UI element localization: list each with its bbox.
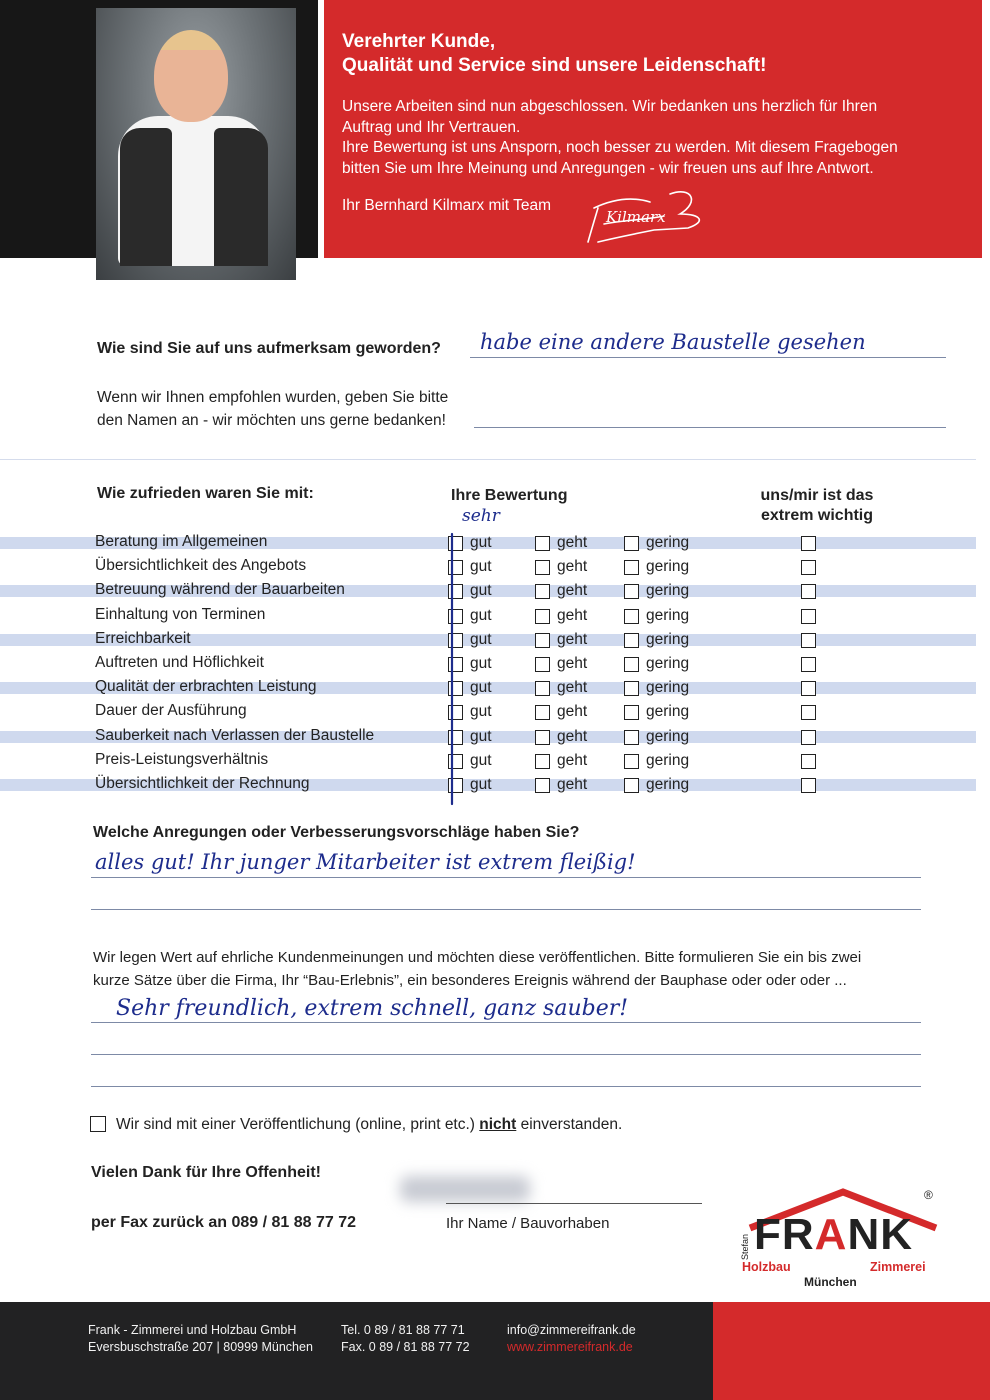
rating-checkbox-gering[interactable] bbox=[624, 657, 639, 672]
testimonial-line-2-rule[interactable] bbox=[91, 1054, 921, 1055]
footer-email[interactable]: info@zimmereifrank.de bbox=[507, 1323, 636, 1337]
logo-holzbau: Holzbau bbox=[742, 1260, 791, 1274]
blurred-name bbox=[400, 1176, 530, 1202]
rating-checkbox-gering[interactable] bbox=[624, 609, 639, 624]
rating-option-label-gering: gering bbox=[646, 679, 690, 696]
signature bbox=[584, 180, 714, 246]
rating-row-label: Betreuung während der Bauarbeiten bbox=[95, 581, 345, 598]
header-box bbox=[324, 0, 982, 258]
footer-contact bbox=[507, 1322, 636, 1356]
rating-option-label-geht: geht bbox=[557, 631, 588, 648]
rating-checkbox-gering[interactable] bbox=[624, 560, 639, 575]
rating-option-label-geht: geht bbox=[557, 607, 588, 624]
rating-row-label: Dauer der Ausführung bbox=[95, 702, 247, 719]
rating-checkbox-geht[interactable] bbox=[535, 609, 550, 624]
rating-row-label: Auftreten und Höflichkeit bbox=[95, 654, 264, 671]
rating-checkbox-geht[interactable] bbox=[535, 633, 550, 648]
footer-company-name: Frank - Zimmerei und Holzbau GmbH bbox=[88, 1323, 297, 1337]
signoff-text: Ihr Bernhard Kilmarx mit Team bbox=[342, 197, 552, 214]
rating-checkbox-gering[interactable] bbox=[624, 754, 639, 769]
important-checkbox[interactable] bbox=[801, 633, 816, 648]
rating-option-label-gut: gut bbox=[470, 776, 492, 793]
thanks-text: Vielen Dank für Ihre Offenheit! bbox=[91, 1164, 321, 1181]
rating-checkbox-geht[interactable] bbox=[535, 536, 550, 551]
footer-bar bbox=[0, 1302, 713, 1400]
important-header-line-1: uns/mir ist das bbox=[760, 487, 874, 504]
rating-option-label-gering: gering bbox=[646, 776, 690, 793]
rating-option-label-gering: gering bbox=[646, 728, 690, 745]
headline bbox=[342, 30, 962, 78]
rating-option-label-gut: gut bbox=[470, 728, 492, 745]
rating-option-label-gering: gering bbox=[646, 534, 690, 551]
rating-option-label-gut: gut bbox=[470, 631, 492, 648]
rating-checkbox-geht[interactable] bbox=[535, 584, 550, 599]
testimonial-answer[interactable]: Sehr freundlich, extrem schnell, ganz sauber! bbox=[116, 996, 629, 1021]
rating-option-label-gering: gering bbox=[646, 655, 690, 672]
testimonial-line-3-rule[interactable] bbox=[91, 1086, 921, 1087]
footer-address: Eversbuschstraße 207 | 80999 München bbox=[88, 1340, 313, 1354]
rating-checkbox-geht[interactable] bbox=[535, 681, 550, 696]
testimonial-line-1-rule bbox=[91, 1022, 921, 1023]
handwritten-sehr: sehr bbox=[462, 506, 500, 526]
important-checkbox[interactable] bbox=[801, 730, 816, 745]
rating-checkbox-gering[interactable] bbox=[624, 730, 639, 745]
testimonial-line-2: kurze Sätze über die Firma, Ihr “Bau-Erlebnis”, ein besonderes Ereignis während der Bauphase oder oder oder ... bbox=[93, 972, 847, 989]
headline-line-2: Qualität und Service sind unsere Leidenschaft! bbox=[342, 55, 767, 76]
rating-checkbox-gering[interactable] bbox=[624, 633, 639, 648]
name-label: Ihr Name / Bauvorhaben bbox=[446, 1215, 610, 1232]
rating-checkbox-geht[interactable] bbox=[535, 778, 550, 793]
q2-line-1: Wenn wir Ihnen empfohlen wurden, geben Sie bitte bbox=[97, 389, 449, 406]
consent-text-emphasis: nicht bbox=[479, 1116, 517, 1133]
logo-city: München bbox=[804, 1275, 857, 1289]
frank-logo bbox=[738, 1188, 948, 1292]
rating-row-label: Übersichtlichkeit der Rechnung bbox=[95, 775, 310, 792]
rating-option-label-geht: geht bbox=[557, 728, 588, 745]
rating-option-label-geht: geht bbox=[557, 752, 588, 769]
q2-answer-line[interactable] bbox=[474, 427, 946, 428]
rating-column-header: Ihre Bewertung bbox=[451, 487, 568, 504]
rating-checkbox-gering[interactable] bbox=[624, 584, 639, 599]
rating-checkbox-geht[interactable] bbox=[535, 560, 550, 575]
testimonial-line-1: Wir legen Wert auf ehrliche Kundenmeinungen und möchten diese veröffentlichen. Bitte formulieren Sie ein bis zwei bbox=[93, 949, 862, 966]
suggestions-line-1 bbox=[91, 877, 921, 878]
rating-checkbox-gering[interactable] bbox=[624, 536, 639, 551]
suggestions-question: Welche Anregungen oder Verbesserungsvorschläge haben Sie? bbox=[93, 824, 580, 841]
rating-option-label-geht: geht bbox=[557, 655, 588, 672]
rating-option-label-gering: gering bbox=[646, 607, 690, 624]
rating-option-label-geht: geht bbox=[557, 534, 588, 551]
rating-checkbox-geht[interactable] bbox=[535, 730, 550, 745]
intro-text: Unsere Arbeiten sind nun abgeschlossen. Wir bedanken uns herzlich für Ihren Auftrag und Ihr Vertrauen. Ihre Bewertung ist uns Ansporn, noch besser zu werden. Mit diesem Fragebogen bitten Sie um Ihre Meinung und Anregungen - wir freuen uns auf Ihre Antwort. bbox=[342, 98, 898, 177]
footer-web[interactable]: www.zimmereifrank.de bbox=[507, 1340, 633, 1354]
rating-option-label-geht: geht bbox=[557, 558, 588, 575]
testimonial-prompt bbox=[93, 946, 861, 992]
rating-row-label: Erreichbarkeit bbox=[95, 630, 191, 647]
important-checkbox[interactable] bbox=[801, 657, 816, 672]
important-checkbox[interactable] bbox=[801, 584, 816, 599]
important-header-line-2: extrem wichtig bbox=[760, 507, 874, 524]
suggestions-answer[interactable]: alles gut! Ihr junger Mitarbeiter ist extrem fleißig! bbox=[95, 850, 636, 874]
rating-option-label-gut: gut bbox=[470, 582, 492, 599]
important-checkbox[interactable] bbox=[801, 778, 816, 793]
footer-red-block bbox=[713, 1302, 990, 1400]
logo-registered: ® bbox=[924, 1188, 933, 1202]
rating-option-label-gut: gut bbox=[470, 534, 492, 551]
rating-row-label: Beratung im Allgemeinen bbox=[95, 533, 268, 550]
important-checkbox[interactable] bbox=[801, 754, 816, 769]
rating-option-label-gut: gut bbox=[470, 558, 492, 575]
logo-wordmark: FRANK bbox=[754, 1210, 913, 1259]
rating-option-label-gut: gut bbox=[470, 703, 492, 720]
important-column-header bbox=[752, 486, 882, 526]
consent-text-before: Wir sind mit einer Veröffentlichung (online, print etc.) bbox=[116, 1116, 480, 1133]
rating-option-label-gering: gering bbox=[646, 752, 690, 769]
logo-first-name: Stefan bbox=[740, 1233, 750, 1260]
rating-checkbox-geht[interactable] bbox=[535, 657, 550, 672]
signature-text: Kilmarx bbox=[606, 208, 666, 226]
important-checkbox[interactable] bbox=[801, 609, 816, 624]
important-checkbox[interactable] bbox=[801, 560, 816, 575]
rating-row-label: Preis-Leistungsverhältnis bbox=[95, 751, 269, 768]
portrait-photo bbox=[96, 8, 296, 280]
section-divider bbox=[0, 459, 976, 460]
rating-row-label: Qualität der erbrachten Leistung bbox=[95, 678, 317, 695]
footer-fax: Fax. 0 89 / 81 88 77 72 bbox=[341, 1340, 470, 1354]
rating-option-label-geht: geht bbox=[557, 776, 588, 793]
footer-tel: Tel. 0 89 / 81 88 77 71 bbox=[341, 1323, 465, 1337]
rating-option-label-gering: gering bbox=[646, 703, 690, 720]
rating-row-label: Übersichtlichkeit des Angebots bbox=[95, 557, 307, 574]
rating-option-label-geht: geht bbox=[557, 703, 588, 720]
rating-checkbox-gering[interactable] bbox=[624, 778, 639, 793]
rating-option-label-gut: gut bbox=[470, 752, 492, 769]
rating-option-label-gering: gering bbox=[646, 558, 690, 575]
q1-answer[interactable]: habe eine andere Baustelle gesehen bbox=[480, 330, 866, 354]
rating-option-label-geht: geht bbox=[557, 582, 588, 599]
rating-option-label-gut: gut bbox=[470, 607, 492, 624]
rating-checkbox-gering[interactable] bbox=[624, 681, 639, 696]
rating-title: Wie zufrieden waren Sie mit: bbox=[97, 485, 314, 502]
rating-option-label-gering: gering bbox=[646, 631, 690, 648]
rating-checkbox-gering[interactable] bbox=[624, 705, 639, 720]
rating-checkbox-geht[interactable] bbox=[535, 705, 550, 720]
important-checkbox[interactable] bbox=[801, 705, 816, 720]
important-checkbox[interactable] bbox=[801, 681, 816, 696]
rating-row-label: Sauberkeit nach Verlassen der Baustelle bbox=[95, 727, 375, 744]
logo-zimmerei: Zimmerei bbox=[870, 1260, 926, 1274]
q2-text bbox=[97, 386, 448, 432]
rating-option-label-geht: geht bbox=[557, 679, 588, 696]
name-line[interactable] bbox=[446, 1203, 702, 1204]
headline-line-1: Verehrter Kunde, bbox=[342, 31, 496, 52]
q1-answer-line bbox=[470, 357, 946, 358]
suggestions-line-2[interactable] bbox=[91, 909, 921, 910]
rating-option-label-gut: gut bbox=[470, 679, 492, 696]
footer-company bbox=[88, 1322, 313, 1356]
fax-text: per Fax zurück an 089 / 81 88 77 72 bbox=[91, 1214, 357, 1231]
handwritten-check-line bbox=[440, 528, 470, 810]
consent-text bbox=[116, 1116, 622, 1134]
q2-line-2: den Namen an - wir möchten uns gerne bedanken! bbox=[97, 412, 446, 429]
footer-phone bbox=[341, 1322, 470, 1356]
rating-option-label-gut: gut bbox=[470, 655, 492, 672]
consent-checkbox[interactable] bbox=[90, 1116, 106, 1132]
rating-row-label: Einhaltung von Terminen bbox=[95, 606, 266, 623]
rating-option-label-gering: gering bbox=[646, 582, 690, 599]
rating-checkbox-geht[interactable] bbox=[535, 754, 550, 769]
q1-question: Wie sind Sie auf uns aufmerksam geworden? bbox=[97, 340, 441, 357]
important-checkbox[interactable] bbox=[801, 536, 816, 551]
consent-text-after: einverstanden. bbox=[516, 1116, 623, 1133]
